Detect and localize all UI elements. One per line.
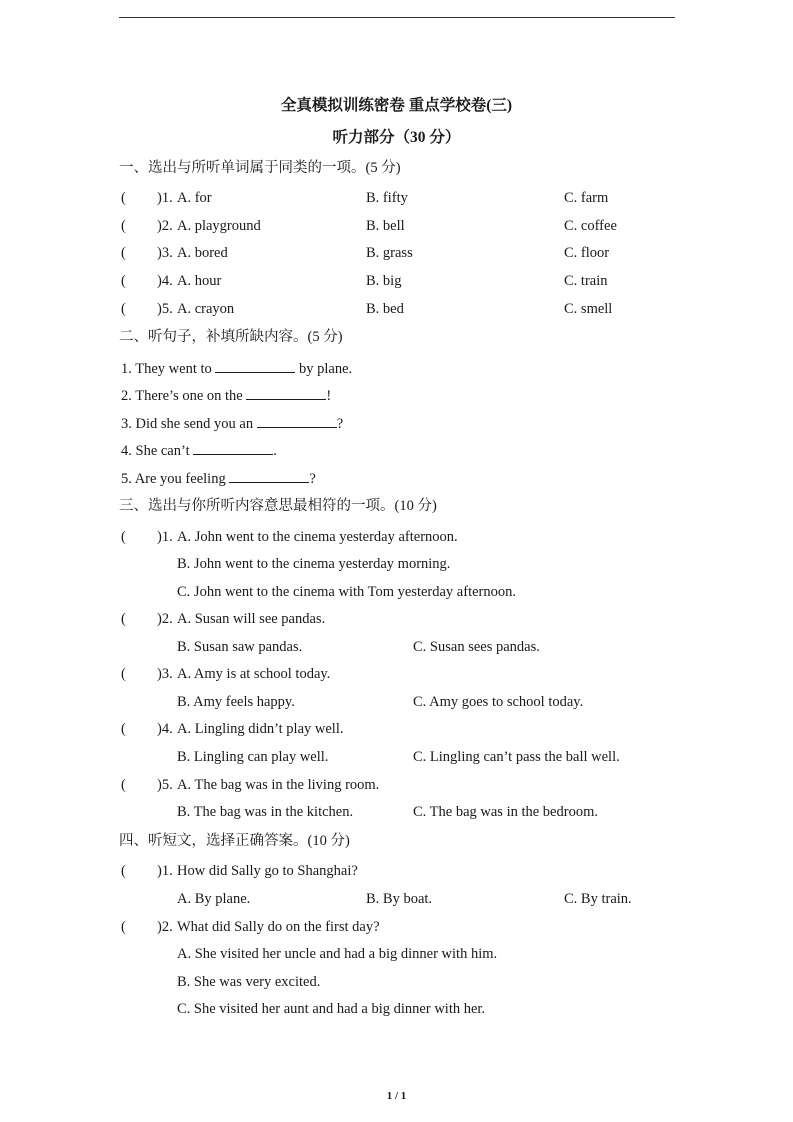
answer-paren[interactable]: ( — [121, 666, 126, 682]
option-a: A. playground — [177, 218, 261, 234]
question-number: )2. — [157, 611, 173, 627]
fill-blank[interactable] — [257, 414, 337, 428]
page-number: 1 / 1 — [386, 1090, 407, 1102]
option-b: B. John went to the cinema yesterday morning. — [177, 556, 451, 572]
option-b: B. bed — [366, 301, 404, 317]
section1-heading: 一、选出与所听单词属于同类的一项。(5 分) — [119, 160, 401, 176]
section3-heading: 三、选出与你所听内容意思最相符的一项。(10 分) — [119, 498, 437, 514]
section2-sentence-1 — [121, 359, 352, 378]
option-b: B. She was very excited. — [177, 974, 321, 990]
answer-paren[interactable]: ( — [121, 777, 126, 793]
sentence-text: 1. They went to — [121, 361, 216, 377]
option-b: B. big — [366, 273, 402, 289]
answer-paren[interactable]: ( — [121, 529, 126, 545]
option-a: A. Amy is at school today. — [177, 666, 331, 682]
option-b: B. grass — [366, 245, 413, 261]
sentence-text: 5. Are you feeling — [121, 471, 230, 487]
sentence-text: 4. She can’t — [121, 443, 194, 459]
section2-sentence-4 — [121, 441, 277, 460]
sentence-text: ? — [309, 471, 316, 487]
option-c: C. Lingling can’t pass the ball well. — [413, 749, 620, 765]
question-number: )3. — [157, 666, 173, 682]
option-c: C. By train. — [564, 891, 632, 907]
option-c: C. Susan sees pandas. — [413, 639, 540, 655]
sentence-text: ? — [336, 416, 344, 432]
answer-paren[interactable]: ( — [121, 190, 126, 206]
question-number: )1. — [157, 529, 173, 545]
option-c: C. farm — [564, 190, 609, 206]
answer-paren[interactable]: ( — [121, 301, 126, 317]
option-b: B. fifty — [366, 190, 408, 206]
answer-paren[interactable]: ( — [121, 721, 126, 737]
sentence-text: 3. Did she send you an — [121, 416, 257, 432]
answer-paren[interactable]: ( — [121, 863, 126, 879]
answer-paren[interactable]: ( — [121, 245, 126, 261]
question-number: )3. — [157, 245, 173, 261]
option-b: B. The bag was in the kitchen. — [177, 804, 354, 820]
question-number: )5. — [157, 301, 173, 317]
option-a: A. hour — [177, 273, 222, 289]
section4-heading: 四、听短文，选择正确答案。(10 分) — [119, 833, 350, 849]
option-c: C. The bag was in the bedroom. — [413, 804, 598, 820]
option-c: C. Amy goes to school today. — [413, 694, 584, 710]
option-a: A. Lingling didn’t play well. — [177, 721, 344, 737]
option-c: C. smell — [564, 301, 613, 317]
question-number: )1. — [157, 863, 173, 879]
page-title: 全真模拟训练密卷 重点学校卷(三) — [280, 97, 513, 114]
option-b: B. Susan saw pandas. — [177, 639, 303, 655]
option-c: C. coffee — [564, 218, 617, 234]
option-c: C. floor — [564, 245, 610, 261]
question-number: )4. — [157, 721, 173, 737]
option-a: A. Susan will see pandas. — [177, 611, 326, 627]
question-number: )1. — [157, 190, 173, 206]
section2-sentence-5 — [121, 469, 316, 488]
option-a: A. The bag was in the living room. — [177, 777, 380, 793]
section2-sentence-2 — [121, 386, 331, 405]
option-c: C. She visited her aunt and had a big dinner with her. — [177, 1001, 486, 1017]
fill-blank[interactable] — [246, 386, 326, 400]
sentence-text: ! — [326, 388, 332, 404]
question-number: )5. — [157, 777, 173, 793]
option-a: A. She visited her uncle and had a big dinner with him. — [177, 946, 498, 962]
option-b: B. By boat. — [366, 891, 433, 907]
option-a: A. John went to the cinema yesterday afternoon. — [177, 529, 458, 545]
option-a: A. crayon — [177, 301, 235, 317]
question-number: )2. — [157, 218, 173, 234]
answer-paren[interactable]: ( — [121, 273, 126, 289]
sentence-text: by plane. — [295, 361, 353, 377]
fill-blank[interactable] — [215, 359, 295, 373]
answer-paren[interactable]: ( — [121, 611, 126, 627]
answer-paren[interactable]: ( — [121, 919, 126, 935]
option-c: C. train — [564, 273, 608, 289]
section2-sentence-3 — [121, 414, 343, 433]
option-b: B. Lingling can play well. — [177, 749, 329, 765]
option-a: A. bored — [177, 245, 228, 261]
sentence-text: 2. There’s one on the — [121, 388, 247, 404]
fill-blank[interactable] — [229, 469, 309, 483]
answer-paren[interactable]: ( — [121, 218, 126, 234]
question-number: )2. — [157, 919, 173, 935]
option-b: B. Amy feels happy. — [177, 694, 295, 710]
option-b: B. bell — [366, 218, 405, 234]
page-subtitle: 听力部分（30 分） — [332, 129, 461, 146]
section2-heading: 二、听句子，补填所缺内容。(5 分) — [119, 329, 343, 345]
header-rule — [119, 17, 675, 18]
fill-blank[interactable] — [193, 441, 273, 455]
question-text: What did Sally do on the first day? — [177, 919, 380, 935]
sentence-text: . — [273, 443, 277, 459]
question-text: How did Sally go to Shanghai? — [177, 863, 358, 879]
question-number: )4. — [157, 273, 173, 289]
option-c: C. John went to the cinema with Tom yesterday afternoon. — [177, 584, 516, 600]
option-a: A. for — [177, 190, 212, 206]
option-a: A. By plane. — [177, 891, 251, 907]
